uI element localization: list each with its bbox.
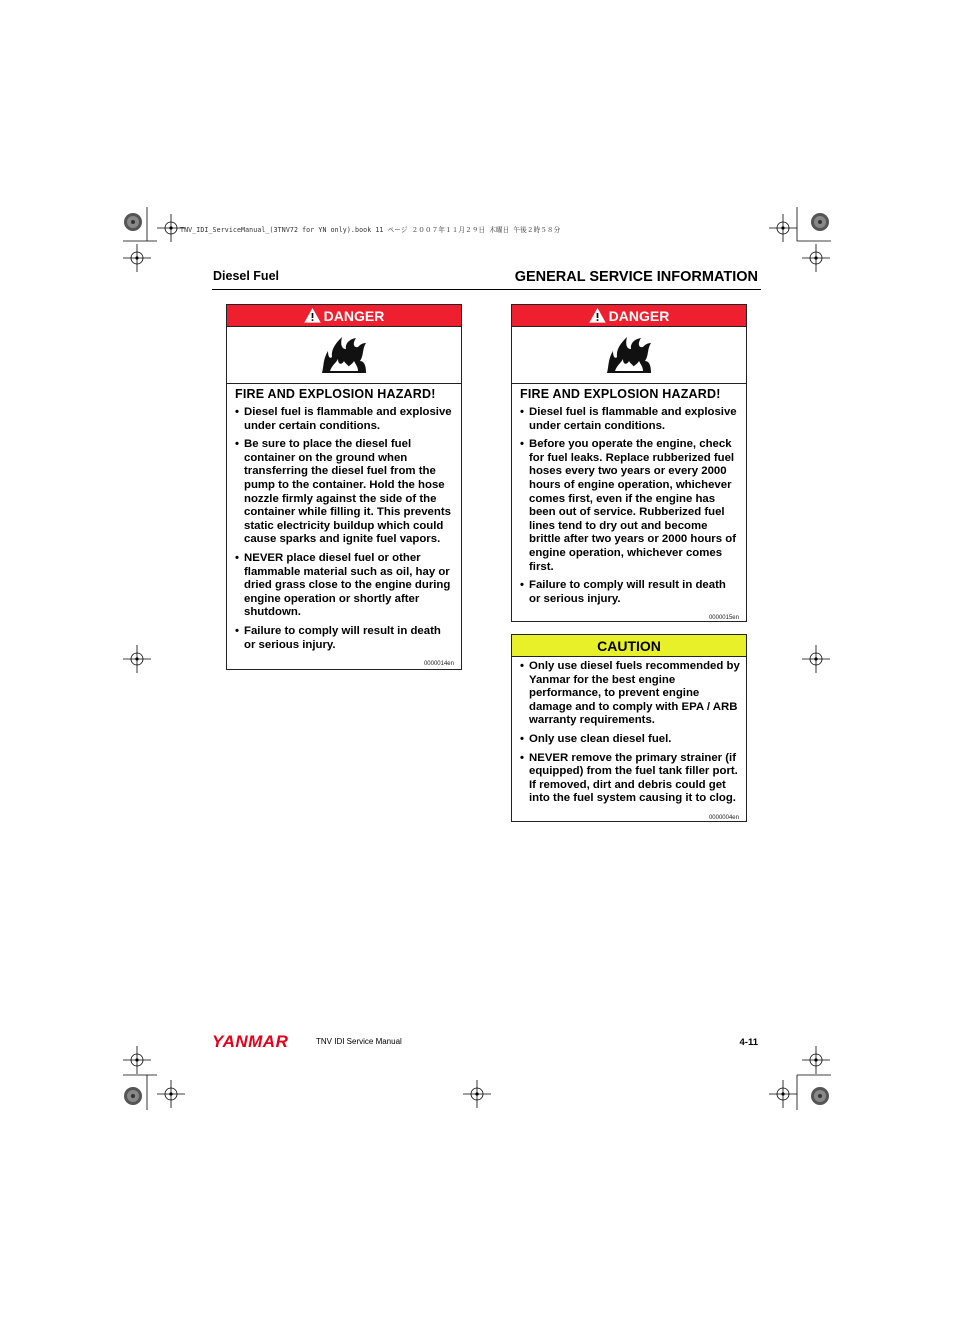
danger-list (512, 406, 746, 606)
list-item: • NEVER remove the primary strainer (if equipped) from the fuel tank filler port. If removed, dirt and debris could get into the fuel system causing it to clog. (520, 752, 740, 806)
list-item: • Be sure to place the diesel fuel container on the ground when transferring the diesel fuel from the pump to the container. Hold the hose nozzle firmly against the side of the container while filling it. This prevents static electricity buildup which could cause sparks and ignite fuel vapors. (235, 438, 455, 547)
chapter-title: GENERAL SERVICE INFORMATION (514, 269, 758, 285)
list-item: • Diesel fuel is flammable and explosive under certain conditions. (235, 406, 455, 433)
message-code: 0000014en (423, 661, 454, 668)
danger-box-right (511, 304, 747, 622)
danger-list (227, 406, 461, 652)
manual-title: TNV IDI Service Manual (316, 1037, 402, 1046)
danger-banner (227, 305, 461, 327)
yanmar-logo-graphic (212, 1032, 310, 1050)
caution-box (511, 634, 747, 822)
page-number: 4-11 (739, 1037, 758, 1048)
list-item: • Failure to comply will result in death or serious injury. (520, 579, 740, 606)
list-item: • Only use diesel fuels recommended by Yanmar for the best engine performance, to prevent engine damage and to comply with EPA / ARB warranty requirements. (520, 660, 740, 728)
fire-pictogram (512, 327, 746, 384)
list-item: • Before you operate the engine, check for fuel leaks. Replace rubberized fuel hoses every two years or every 2000 hours of engine operation, whichever comes first, even if the engine has been out of service. Rubberized fuel lines tend to dry out and become brittle after two years or 2000 hours of engine operation, whichever comes first. (520, 438, 740, 574)
caution-list (512, 660, 746, 806)
warning-triangle-icon (304, 308, 321, 323)
flames-icon (605, 335, 653, 375)
list-item: • Failure to comply will result in death or serious injury. (235, 625, 455, 652)
hazard-title: FIRE AND EXPLOSION HAZARD! (235, 387, 436, 401)
section-title: Diesel Fuel (213, 269, 279, 283)
list-item: • NEVER place diesel fuel or other flammable material such as oil, hay or dried grass close to the engine during engine operation or shortly after shutdown. (235, 552, 455, 620)
hazard-title: FIRE AND EXPLOSION HAZARD! (520, 387, 721, 401)
print-metadata-line: TNV_IDI_ServiceManual_(3TNV72 for YN only).book 11 ページ ２００７年１１月２９日 木曜日 午後２時５８分 (180, 226, 561, 234)
danger-label: DANGER (323, 307, 385, 324)
list-item: • Diesel fuel is flammable and explosive under certain conditions. (520, 406, 740, 433)
caution-banner: CAUTION (512, 635, 746, 657)
warning-triangle-icon (589, 308, 606, 323)
header-rule (212, 289, 761, 290)
danger-label: DANGER (608, 307, 670, 324)
flames-icon (320, 335, 368, 375)
yanmar-logo (212, 1032, 310, 1055)
logo-text: YANMAR (212, 1032, 289, 1050)
danger-box-left (226, 304, 462, 670)
list-item: • Only use clean diesel fuel. (520, 733, 740, 747)
message-code: 0000004en (708, 814, 739, 821)
fire-pictogram (227, 327, 461, 384)
message-code: 0000015en (708, 615, 739, 622)
danger-banner (512, 305, 746, 327)
